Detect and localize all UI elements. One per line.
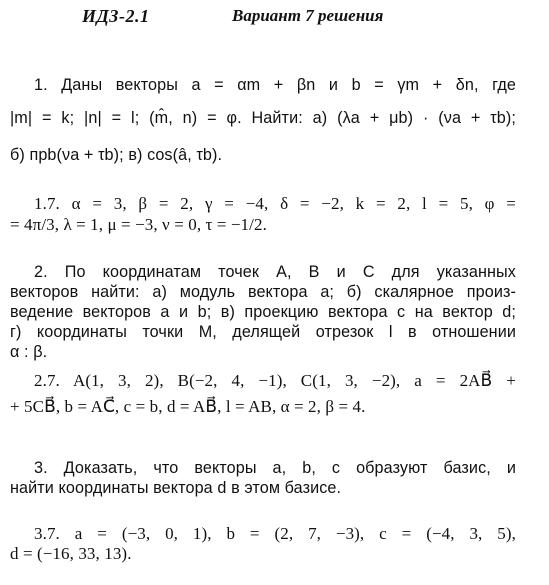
document-id: ИДЗ-2.1: [82, 6, 150, 26]
problem-1-7-line-1: 1.7. α = 3, β = 2, γ = −4, δ = −2, k = 2, l = 5, φ =: [34, 194, 516, 213]
problem-2-line-3: ведение векторов a и b; в) проекцию вектора c на вектор d;: [10, 303, 516, 321]
variant-title: Вариант 7 решения: [232, 6, 384, 25]
problem-3-7-line-2: d = (−16, 33, 13).: [10, 544, 132, 563]
problem-3-line-1: 3. Доказать, что векторы a, b, c образуют базис, и: [34, 459, 516, 477]
problem-2-line-5: α : β.: [10, 343, 48, 361]
problem-2-7-line-2: + 5CB⃗, b = AC⃗, c = b, d = AB⃗, l = AB, α = 2, β = 4.: [10, 397, 366, 416]
problem-2-line-4: г) координаты точки M, делящей отрезок l в отношении: [10, 323, 516, 341]
problem-1-line-3: б) прb(νa + τb); в) cos(â, τb).: [10, 146, 223, 164]
problem-2-line-2: векторов найти: а) модуль вектора a; б) скалярное произ-: [10, 283, 516, 301]
problem-3-7-line-1: 3.7. a = (−3, 0, 1), b = (2, 7, −3), c = (−4, 3, 5),: [34, 524, 516, 543]
problem-1-line-2: |m| = k; |n| = l; (m̂, n) = φ. Найти: а) (λa + μb) · (νa + τb);: [10, 109, 516, 127]
problem-3-line-2: найти координаты вектора d в этом базисе.: [10, 479, 342, 497]
problem-2-7-line-1: 2.7. A(1, 3, 2), B(−2, 4, −1), C(1, 3, −2), a = 2AB⃗ +: [34, 371, 516, 390]
document-header: [0, 6, 549, 32]
problem-1-7-line-2: = 4π/3, λ = 1, μ = −3, ν = 0, τ = −1/2.: [10, 215, 267, 234]
problem-2-line-1: 2. По координатам точек A, B и C для указанных: [34, 263, 516, 281]
problem-1-line-1: 1. Даны векторы a = αm + βn и b = γm + δn, где: [34, 76, 516, 94]
